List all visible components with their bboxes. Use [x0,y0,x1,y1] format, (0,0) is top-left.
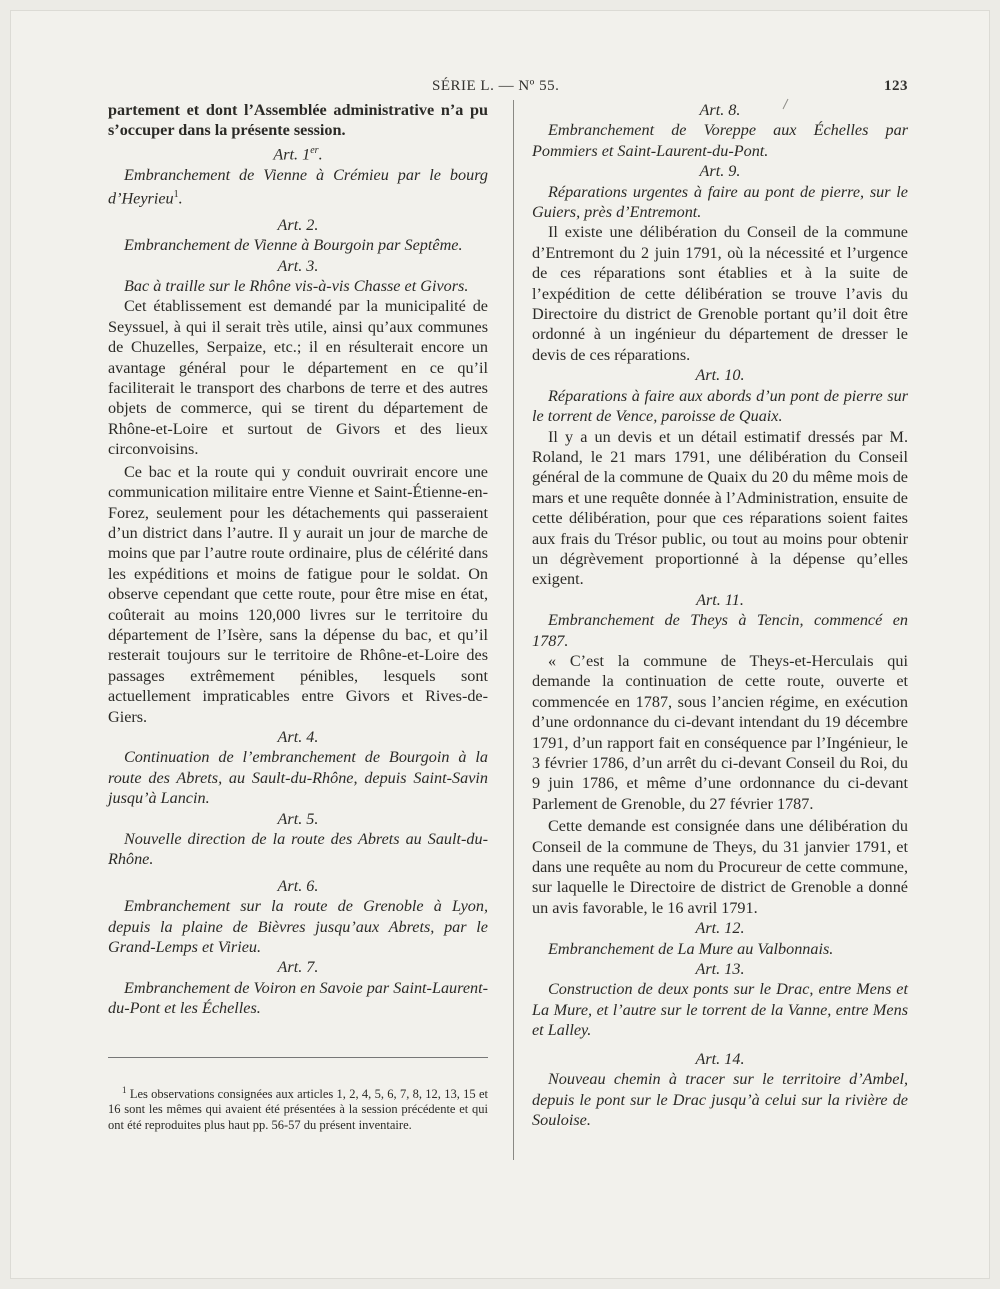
article-heading: Art. 3. [277,256,319,275]
article-heading: Art. 13. [695,960,745,979]
right-column [532,100,908,1130]
article-heading: Art. 6. [277,876,319,895]
ordinal-suffix: er [310,144,319,156]
page-number: 123 [884,78,908,94]
article-title: Réparations à faire aux abords d’un pont de pierre sur le torrent de Vence, paroisse de Quaix. [532,386,908,426]
article-heading: Art. 12. [695,919,745,938]
series-reference: SÉRIE L. — Nº 55. [432,78,560,94]
body-paragraph: « C’est la commune de Theys-et-Herculais qui demande la continuation de cette route, ouverte et commencée en 1787, sous l’ancien régime, en exécution d’une ordonnance du ci-devant intendant du 19 décembre 1791, d’un rapport fait en conséquence par l’Ingénieur, le 3 février 1786, d’un arrêt du ci-devant Conseil du Roi, du 9 juin 1786, et même d’une ordonnance du ci-devant Parlement de Grenoble, du 27 février 1787. [532,651,908,813]
article-title: Embranchement de Vienne à Crémieu par le bourg d’Heyrieu$^1$. [108,165,488,208]
article-title: Bac à traille sur le Rhône vis-à-vis Chasse et Givors. [124,277,469,296]
article-heading: Art. 5. [277,809,319,828]
article-title: Continuation de l’embranchement de Bourgoin à la route des Abrets, au Sault-du-Rhône, depuis Saint-Savin jusqu’à Lancin. [108,748,488,808]
footnote-separator [108,1057,488,1058]
article-heading: Art. 1er. [273,144,323,164]
article-title: Embranchement de Theys à Tencin, commencé en 1787. [532,611,908,650]
article-label: Art. 1 [273,145,311,164]
article-heading: Art. 7. [277,958,319,977]
column-divider [513,100,514,1160]
article-title: Embranchement de Voiron en Savoie par Saint-Laurent-du-Pont et les Échelles. [108,978,488,1018]
article-title: Embranchement de Vienne à Bourgoin par Septême. [124,236,463,255]
article-title: Construction de deux ponts sur le Drac, entre Mens et La Mure, et l’autre sur le torrent de la Vanne, entre Mens et Lalley. [532,980,908,1040]
left-column [108,100,488,1019]
article-title: Nouveau chemin à tracer sur le territoire d’Ambel, depuis le pont sur le Drac jusqu’à celui sur la rivière de Souloise. [532,1070,908,1129]
footnote-body: Les observations consignées aux articles 1, 2, 4, 5, 6, 7, 8, 12, 13, 15 et 16 sont les mêmes qui avaient été présentées à la session précédente et qui ont été reproduites plus haut pp. 56-57 du présent inventaire. [108,1087,488,1132]
article-heading: Art. 8. [699,101,741,119]
article-title: Embranchement sur la route de Grenoble à Lyon, depuis la plaine de Bièvres jusqu’aux Abrets, par le Grand-Lemps et Virieu. [108,897,488,957]
intro-paragraph: partement et dont l’Assemblée administrative n’a pu s’occuper dans la présente session. [108,101,488,140]
body-paragraph: Ce bac et la route qui y conduit ouvrirait encore une communication militaire entre Vienne et Saint-Étienne-en-Forez, seulement pour les détachements qui passeraient d’un district dans l’autre. Il y aurait un jour de marche de moins que par l’autre route ordinaire, plus de célérité dans les expéditions et moins de fatigue pour le soldat. On observe cependant que cette route, pour être mise en état, coûterait au moins 120,000 livres sur le territoire du département de l’Isère, sans la dépense du bac, et qu’il resterait toujours sur le territoire de Rhône-et-Loire des passages extrêmement pénibles, lesquels sont actuellement impraticables entre Givors et Rives-de-Giers. [108,462,488,726]
body-paragraph: Il existe une délibération du Conseil de la commune d’Entremont du 2 juin 1791, où la nécessité et l’urgence de ces réparations sont établies et à la suite de l’expédition de cette délibération se trouve l’avis du Directoire du district de Grenoble portant qu’il doit être ordonné à un ingénieur du département de dresser le devis de ces réparations. [532,223,908,364]
footnote-marker: 1 [122,1085,127,1095]
body-paragraph: Cet établissement est demandé par la municipalité de Seyssuel, à qui il serait très utile, ainsi qu’aux communes de Chuzelles, Serpaize, etc.; il en résulterait encore un avantage général pour le département en ce qu’il faciliterait le transport des charbons de terre et des autres objets de commerce, qui se tirent du département de Rhône-et-Loire et surtout de Givors et des lieux circonvoisins. [108,297,488,459]
article-title: Embranchement de La Mure au Valbonnais. [548,939,834,958]
article-heading: Art. 2. [277,215,319,234]
article-title: Embranchement de Voreppe aux Échelles par Pommiers et Saint-Laurent-du-Pont. [532,121,908,160]
footnote [108,1083,488,1133]
article-heading: Art. 9. [699,162,741,181]
article-heading: Art. 11. [696,590,744,609]
article-title: Nouvelle direction de la route des Abrets au Sault-du-Rhône. [108,830,488,869]
article-heading: Art. 14. [695,1049,745,1068]
body-paragraph: Cette demande est consignée dans une délibération du Conseil de la commune de Theys, du 31 janvier 1791, et dans une requête au nom du Procureur de cette commune, sur laquelle le Directoire de district de Grenoble a donné un avis favorable, le 16 avril 1791. [532,817,908,917]
footnote-text [108,1083,488,1133]
article-heading: Art. 4. [277,727,319,746]
article-heading: Art. 10. [695,366,745,385]
article-title-text: Embranchement de Vienne à Crémieu par le bourg d’Heyrieu [108,165,488,208]
footnote-ref: 1 [173,189,179,201]
article-title: Réparations urgentes à faire au pont de pierre, sur le Guiers, près d’Entremont. [532,182,908,222]
body-paragraph: Il y a un devis et un détail estimatif dressés par M. Roland, le 21 mars 1791, une délibération du Conseil général de la commune de Quaix du 20 du même mois de mars et une requête donnée à l’Administration, ensuite de cette délibération, pour que ces réparations soient faites aux frais du Trésor public, ou tout au moins pour obtenir un dégrèvement proportionné à la dépense qu’elles exigent. [532,427,908,589]
